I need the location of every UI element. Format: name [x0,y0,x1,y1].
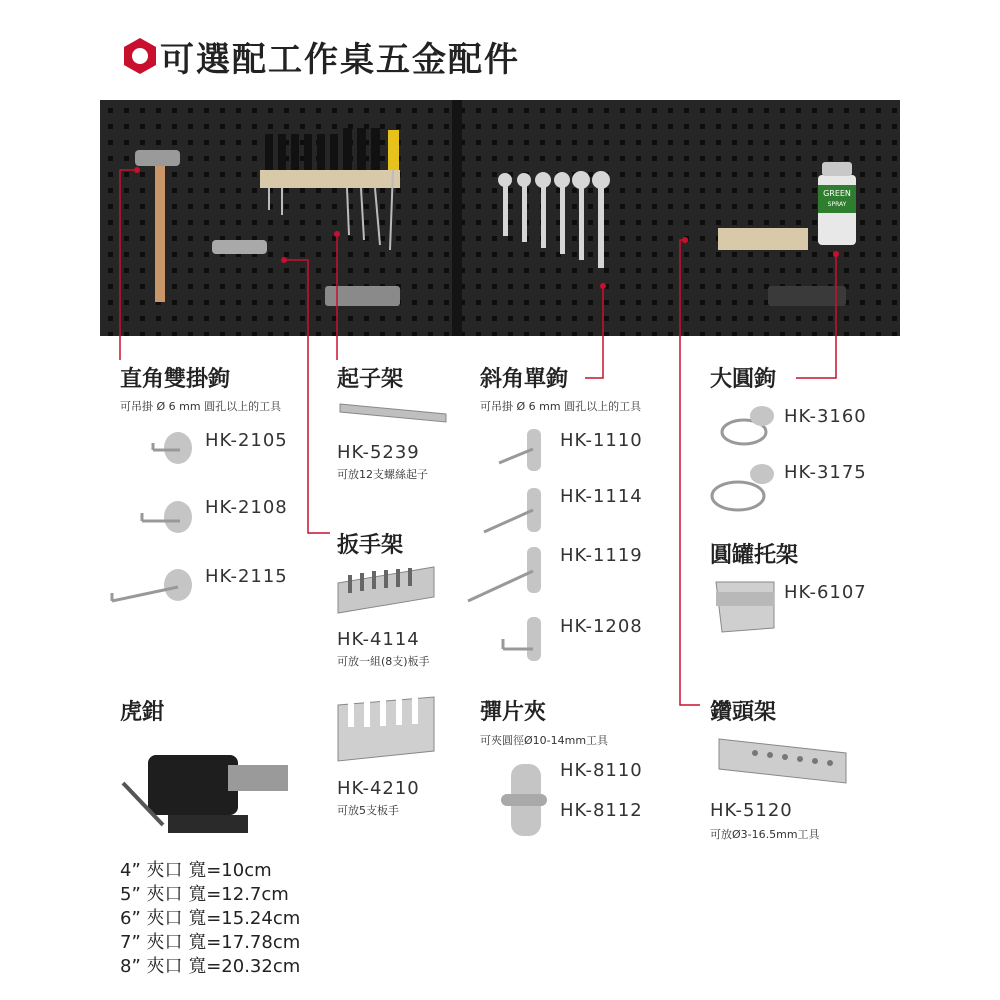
wrench-rack-icon [336,565,436,615]
page-title: 可選配工作桌五金配件 [160,40,520,80]
section-title-screwdriver-rack: 起子架 [337,367,404,392]
section-title-double-hook: 直角雙掛鉤 [120,367,231,392]
product-code: HK-1208 [560,616,643,637]
drill-rack-desc: 可放Ø3-16.5mm工具 [710,828,820,841]
section-title-spring-clip: 彈片夾 [480,700,547,725]
section-title-angled-hook: 斜角單鉤 [480,367,569,392]
double-hook-icon [138,497,198,537]
angled-hook-icon [497,613,550,663]
product-code: HK-3175 [784,462,867,483]
double-hook-desc: 可吊掛 Ø 6 mm 圓孔以上的工具 [120,400,282,413]
product-code: HK-4114 [337,629,420,650]
drill-rack-icon [715,735,850,790]
round-hook-icon [708,458,780,514]
section-title-can-holder: 圓罐托架 [710,543,799,568]
product-code: HK-2105 [205,430,288,451]
vise-spec-row: 7” 夾口 寬=17.78cm [120,932,301,953]
round-hook-icon [718,402,780,448]
double-hook-icon [108,565,198,609]
angled-hook-desc: 可吊掛 Ø 6 mm 圓孔以上的工具 [480,400,642,413]
can-holder-icon [710,572,780,636]
product-code: HK-3160 [784,406,867,427]
product-code: HK-1110 [560,430,643,451]
vise-spec-row: 5” 夾口 寬=12.7cm [120,884,289,905]
angled-hook-icon [495,425,550,475]
angled-hook-icon [464,543,550,607]
product-code: HK-8112 [560,800,643,821]
screwdriver-rack-icon [338,398,448,428]
product-code: HK-5239 [337,442,420,463]
section-title-drill-rack: 鑽頭架 [710,700,777,725]
bench-vise-icon [118,735,298,845]
wrench-rack-desc: 可放5支板手 [337,804,399,817]
product-code: HK-1119 [560,545,643,566]
screwdriver-rack-desc: 可放12支螺絲起子 [337,468,428,481]
product-code: HK-5120 [710,800,793,821]
product-code: HK-4210 [337,778,420,799]
section-title-wrench-rack: 扳手架 [337,533,404,558]
section-title-round-hook: 大圓鉤 [710,367,777,392]
product-code: HK-8110 [560,760,643,781]
wrench-rack-desc: 可放一組(8支)板手 [337,655,430,668]
section-title-vise: 虎鉗 [120,700,165,725]
spring-clip-desc: 可夾圓徑Ø10-14mm工具 [480,734,609,747]
svg-text:SPRAY: SPRAY [827,201,847,208]
vise-spec-row: 8” 夾口 寬=20.32cm [120,956,301,977]
vise-spec-row: 4” 夾口 寬=10cm [120,860,272,881]
product-code: HK-2108 [205,497,288,518]
product-code: HK-2115 [205,566,288,587]
product-code: HK-6107 [784,582,867,603]
vise-spec-row: 6” 夾口 寬=15.24cm [120,908,301,929]
product-code: HK-1114 [560,486,643,507]
double-hook-icon [148,428,198,468]
svg-text:GREEN: GREEN [823,189,851,198]
wrench-rack-icon [336,695,436,765]
angled-hook-icon [480,484,550,540]
spring-clip-icon [497,760,552,840]
